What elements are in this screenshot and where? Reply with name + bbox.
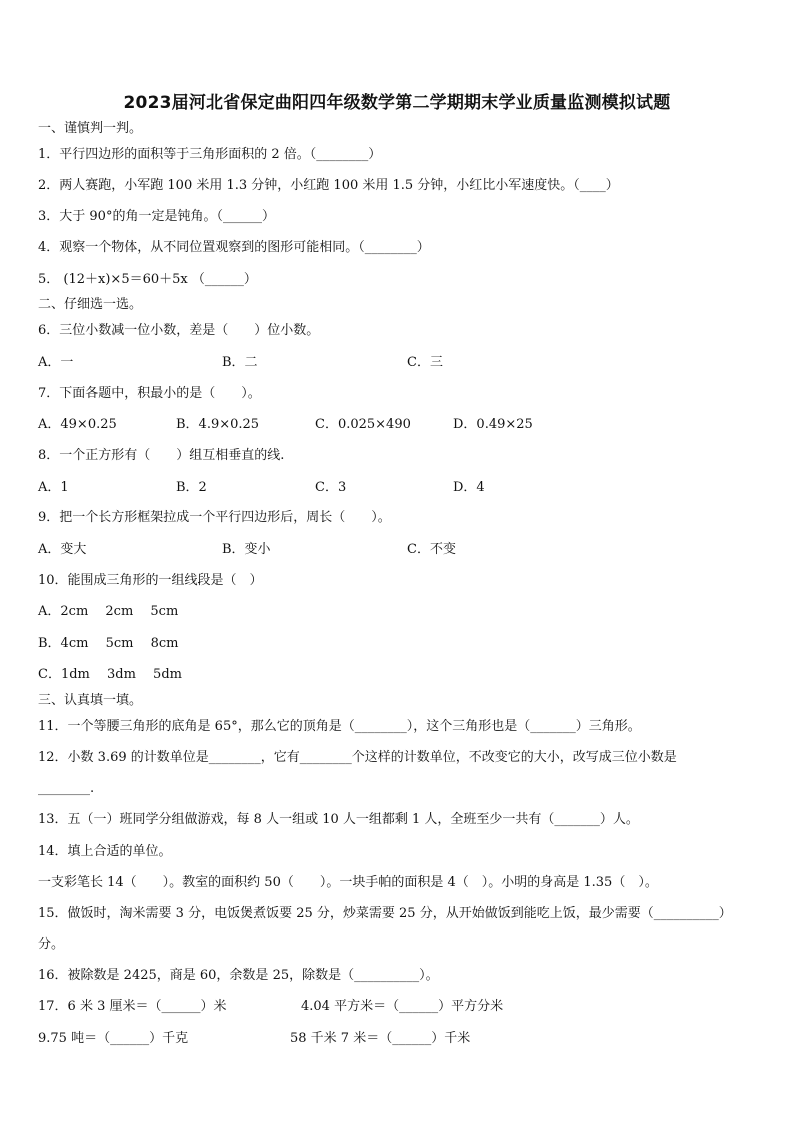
q8-option-b: B．2 (176, 480, 207, 495)
question-2: 2．两人赛跑，小军跑 100 米用 1.3 分钟，小红跑 100 米用 1.5 分钟，小红比小军速度快。（____） (38, 178, 619, 193)
section-heading-choose: 二、仔细选一选。 (38, 297, 143, 312)
q9-option-c: C．不变 (407, 542, 456, 557)
question-12: 12．小数 3.69 的计数单位是________，它有________个这样的计数单位，不改变它的大小，改写成三位小数是 (38, 750, 677, 765)
question-10: 10．能围成三角形的一组线段是（ ） (38, 573, 263, 588)
q8-option-d: D．4 (453, 480, 485, 495)
question-7: 7．下面各题中，积最小的是（ ）。 (38, 386, 261, 401)
question-15-continued: 分。 (38, 937, 65, 952)
q7-option-c: C．0.025×490 (315, 417, 411, 432)
question-13: 13．五（一）班同学分组做游戏，每 8 人一组或 10 人一组都剩 1 人，全班至少一共有（_______）人。 (38, 812, 639, 827)
question-17-item-4: 58 千米 7 米＝（______）千米 (290, 1031, 471, 1046)
section-heading-fill: 三、认真填一填。 (38, 693, 143, 708)
question-9: 9．把一个长方形框架拉成一个平行四边形后，周长（ ）。 (38, 510, 391, 525)
question-11: 11．一个等腰三角形的底角是 65°，那么它的顶角是（________），这个三角形也是（_______）三角形。 (38, 719, 641, 734)
question-17-item-2: 4.04 平方米＝（______）平方分米 (301, 999, 504, 1014)
q6-option-c: C．三 (407, 355, 443, 370)
q7-option-b: B．4.9×0.25 (176, 417, 260, 432)
q8-option-c: C．3 (315, 480, 347, 495)
question-17-item-3: 9.75 吨＝（______）千克 (38, 1031, 189, 1046)
question-12-continued: ________. (38, 781, 95, 796)
question-4: 4．观察一个物体，从不同位置观察到的图形可能相同。（________） (38, 240, 430, 255)
q6-option-a: A．一 (38, 355, 74, 370)
q9-option-b: B．变小 (222, 542, 271, 557)
q9-option-a: A．变大 (38, 542, 87, 557)
question-8: 8．一个正方形有（ ）组互相垂直的线. (38, 448, 285, 463)
q7-option-d: D．0.49×25 (453, 417, 533, 432)
question-14: 14．填上合适的单位。 (38, 844, 172, 859)
page-title: 2023届河北省保定曲阳四年级数学第二学期期末学业质量监测模拟试题 (123, 93, 671, 113)
q8-option-a: A．1 (38, 480, 69, 495)
question-15: 15．做饭时，淘米需要 3 分，电饭煲煮饭要 25 分，炒菜需要 25 分，从开始做饭到能吃上饭，最少需要（__________） (38, 906, 732, 921)
question-1: 1．平行四边形的面积等于三角形面积的 2 倍。（________） (38, 147, 382, 162)
question-3: 3．大于 90°的角一定是钝角。（______） (38, 209, 275, 224)
question-6: 6．三位小数减一位小数，差是（ ）位小数。 (38, 323, 320, 338)
question-5: 5． (12＋x)×5＝60＋5x （______） (38, 272, 257, 287)
question-16: 16．被除数是 2425，商是 60，余数是 25，除数是（__________）。 (38, 968, 439, 983)
question-14-items: 一支彩笔长 14（ ）。教室的面积约 50（ ）。一块手帕的面积是 4（ ）。小明的身高是 1.35（ ）。 (38, 875, 658, 890)
q6-option-b: B．二 (222, 355, 258, 370)
question-17-item-1: 17．6 米 3 厘米＝（______）米 (38, 999, 227, 1014)
q10-option-b: B．4cm 5cm 8cm (38, 636, 179, 651)
q10-option-a: A．2cm 2cm 5cm (38, 604, 179, 619)
section-heading-judge: 一、谨慎判一判。 (38, 121, 143, 136)
q7-option-a: A．49×0.25 (38, 417, 117, 432)
q10-option-c: C．1dm 3dm 5dm (38, 667, 182, 682)
